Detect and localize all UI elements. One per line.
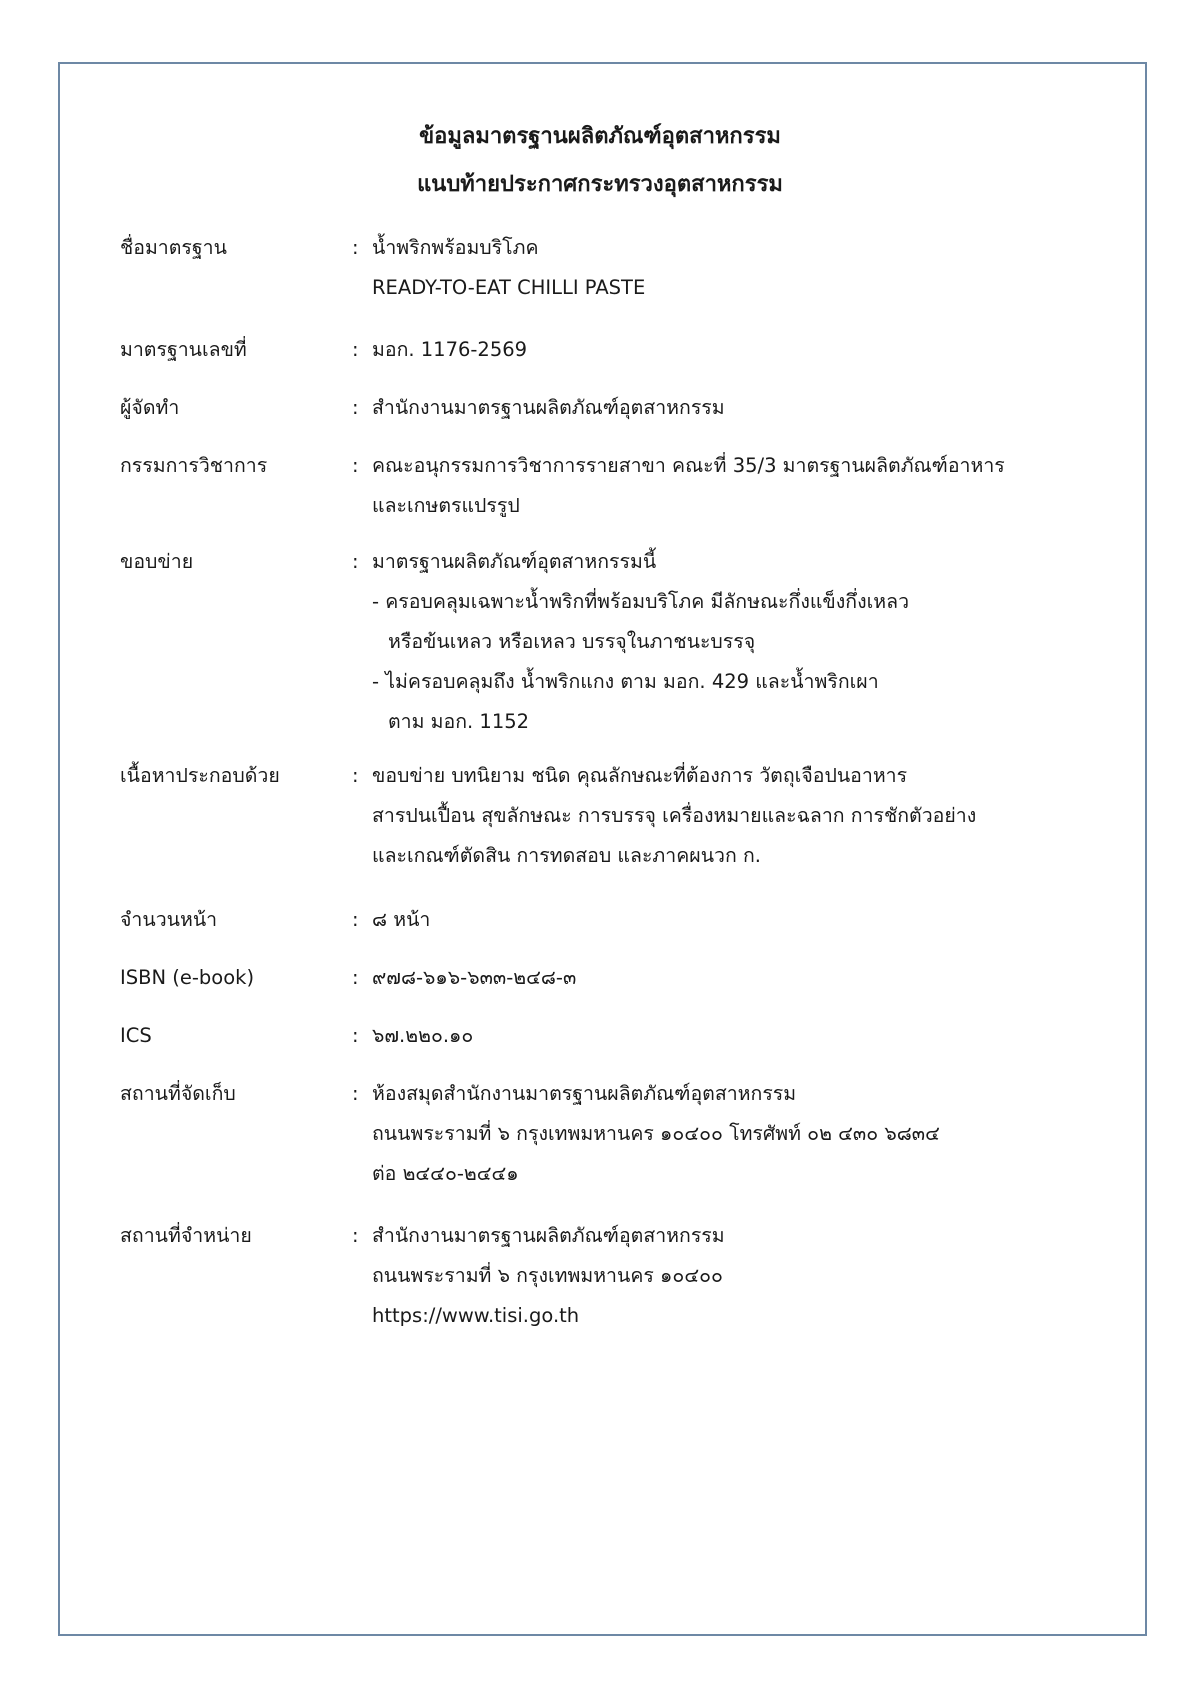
field-colon: : xyxy=(352,236,359,259)
field-label: จำนวนหน้า xyxy=(120,908,218,931)
value-line: READY-TO-EAT CHILLI PASTE xyxy=(372,276,646,299)
field-value xyxy=(372,446,1072,526)
field-label: สถานที่จำหน่าย xyxy=(120,1224,252,1247)
value-line: ๘ หน้า xyxy=(372,908,431,931)
field-colon: : xyxy=(352,1082,359,1105)
value-line: ๙๗๘-๖๑๖-๖๓๓-๒๔๘-๓ xyxy=(372,966,577,989)
field-colon: : xyxy=(352,764,359,787)
field-label: ISBN (e-book) xyxy=(120,966,255,989)
value-line: ๖๗.๒๒๐.๑๐ xyxy=(372,1024,474,1047)
field-colon: : xyxy=(352,396,359,419)
field-value xyxy=(372,228,1072,308)
field-colon: : xyxy=(352,908,359,931)
field-value xyxy=(372,1216,1072,1336)
value-line: และเกษตรแปรรูป xyxy=(372,494,520,517)
value-line: - ไม่ครอบคลุมถึง น้ำพริกแกง ตาม มอก. 429 และน้ำพริกเผา xyxy=(372,670,879,693)
value-line: ตาม มอก. 1152 xyxy=(388,710,530,733)
field-value xyxy=(372,1074,1072,1194)
value-line: ต่อ ๒๔๔๐-๒๔๔๑ xyxy=(372,1162,519,1185)
field-colon: : xyxy=(352,1024,359,1047)
document-title: ข้อมูลมาตรฐานผลิตภัณฑ์อุตสาหกรรม xyxy=(419,124,781,149)
field-value xyxy=(372,958,1072,998)
value-line: ห้องสมุดสำนักงานมาตรฐานผลิตภัณฑ์อุตสาหกรรม xyxy=(372,1082,797,1105)
value-line: ขอบข่าย บทนิยาม ชนิด คุณลักษณะที่ต้องการ วัตถุเจือปนอาหาร xyxy=(372,764,908,787)
value-line: สำนักงานมาตรฐานผลิตภัณฑ์อุตสาหกรรม xyxy=(372,396,725,419)
value-line: สารปนเปื้อน สุขลักษณะ การบรรจุ เครื่องหมายและฉลาก การชักตัวอย่าง xyxy=(372,804,977,827)
value-line: - ครอบคลุมเฉพาะน้ำพริกที่พร้อมบริโภค มีลักษณะกึ่งแข็งกึ่งเหลว xyxy=(372,590,910,613)
field-colon: : xyxy=(352,1224,359,1247)
value-line: มอก. 1176-2569 xyxy=(372,338,528,361)
value-line: ถนนพระรามที่ ๖ กรุงเทพมหานคร ๑๐๔๐๐ xyxy=(372,1264,723,1287)
field-label: ขอบข่าย xyxy=(120,550,194,573)
value-line: สำนักงานมาตรฐานผลิตภัณฑ์อุตสาหกรรม xyxy=(372,1224,725,1247)
value-line: คณะอนุกรรมการวิชาการรายสาขา คณะที่ 35/3 มาตรฐานผลิตภัณฑ์อาหาร xyxy=(372,454,1005,477)
field-colon: : xyxy=(352,550,359,573)
field-value xyxy=(372,388,1072,428)
field-colon: : xyxy=(352,454,359,477)
value-line: น้ำพริกพร้อมบริโภค xyxy=(372,236,539,259)
website-link[interactable]: https://www.tisi.go.th xyxy=(372,1304,580,1327)
field-value xyxy=(372,756,1072,876)
field-colon: : xyxy=(352,966,359,989)
field-colon: : xyxy=(352,338,359,361)
field-label: มาตรฐานเลขที่ xyxy=(120,338,247,361)
field-label: กรรมการวิชาการ xyxy=(120,454,268,477)
value-line: มาตรฐานผลิตภัณฑ์อุตสาหกรรมนี้ xyxy=(372,550,657,573)
field-label: ชื่อมาตรฐาน xyxy=(120,236,227,259)
value-line: หรือข้นเหลว หรือเหลว บรรจุในภาชนะบรรจุ xyxy=(388,630,756,653)
field-label: สถานที่จัดเก็บ xyxy=(120,1082,236,1105)
value-line: ถนนพระรามที่ ๖ กรุงเทพมหานคร ๑๐๔๐๐ โทรศัพท์ ๐๒ ๔๓๐ ๖๘๓๔ xyxy=(372,1122,940,1145)
field-value xyxy=(372,330,1072,370)
field-value xyxy=(372,542,1072,742)
field-value xyxy=(372,1016,1072,1056)
field-label: เนื้อหาประกอบด้วย xyxy=(120,764,280,787)
field-label: ICS xyxy=(120,1024,152,1047)
value-line: และเกณฑ์ตัดสิน การทดสอบ และภาคผนวก ก. xyxy=(372,844,761,867)
document-subtitle: แนบท้ายประกาศกระทรวงอุตสาหกรรม xyxy=(417,172,783,197)
field-value xyxy=(372,900,1072,940)
field-label: ผู้จัดทำ xyxy=(120,396,180,419)
